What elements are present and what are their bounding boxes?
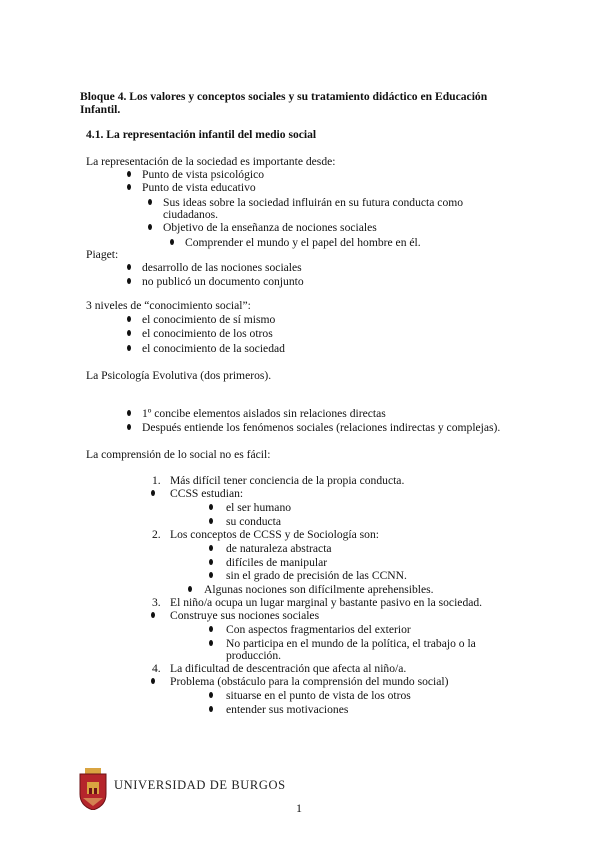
university-shield-icon [78, 768, 108, 810]
list-item-continuation: ciudadanos. [163, 208, 219, 221]
bullet-icon [188, 586, 192, 592]
doc-title-line-2: Infantil. [80, 103, 121, 116]
bullet-icon [148, 199, 152, 205]
bullet-icon [127, 278, 131, 284]
list-item: Después entiende los fenómenos sociales (relaciones indirectas y complejas). [142, 421, 501, 434]
list-item: de naturaleza abstracta [226, 542, 332, 555]
paragraph-comprension: La comprensión de lo social no es fácil: [86, 448, 271, 461]
bullet-icon [151, 612, 155, 618]
crown-icon [85, 768, 101, 774]
list-item: Los conceptos de CCSS y de Sociología son: [170, 528, 379, 541]
bullet-icon [209, 572, 213, 578]
list-item: No participa en el mundo de la política, el trabajo o la [226, 637, 476, 650]
list-item: Con aspectos fragmentarios del exterior [226, 623, 411, 636]
page-number: 1 [296, 801, 302, 815]
list-item: La dificultad de descentración que afecta al niño/a. [170, 662, 407, 675]
section-heading: 4.1. La representación infantil del medio social [86, 128, 317, 141]
piaget-label: Piaget: [86, 248, 119, 261]
list-item: difíciles de manipular [226, 556, 328, 569]
list-item: Punto de vista educativo [142, 181, 256, 194]
university-name: UNIVERSIDAD DE BURGOS [114, 778, 286, 792]
list-item: El niño/a ocupa un lugar marginal y bastante pasivo en la sociedad. [170, 596, 483, 609]
bullet-icon [209, 518, 213, 524]
list-item: Objetivo de la enseñanza de nociones sociales [163, 221, 377, 234]
bullet-icon [127, 184, 131, 190]
list-item: Construye sus nociones sociales [170, 609, 320, 622]
list-item: entender sus motivaciones [226, 703, 349, 716]
castle-icon [87, 782, 99, 794]
list-item-continuation: producción. [226, 649, 282, 662]
list-item: Sus ideas sobre la sociedad influirán en su futura conducta como [163, 196, 464, 209]
bullet-icon [209, 545, 213, 551]
bullet-icon [170, 239, 174, 245]
bullet-icon [209, 706, 213, 712]
bullet-icon [151, 678, 155, 684]
list-number: 3. [152, 596, 161, 609]
bullet-icon [209, 692, 213, 698]
bullet-icon [209, 504, 213, 510]
list-item: su conducta [226, 515, 282, 528]
niveles-label: 3 niveles de “conocimiento social”: [86, 299, 251, 312]
list-item: el conocimiento de los otros [142, 327, 273, 340]
list-item: sin el grado de precisión de las CCNN. [226, 569, 407, 582]
list-number: 4. [152, 662, 161, 675]
list-item: CCSS estudian: [170, 487, 244, 500]
bullet-icon [127, 424, 131, 430]
list-number: 2. [152, 528, 161, 541]
list-item: Algunas nociones son difícilmente aprehensibles. [204, 583, 434, 596]
bullet-icon [209, 559, 213, 565]
bullet-icon [127, 345, 131, 351]
bullet-icon [127, 264, 131, 270]
list-item: situarse en el punto de vista de los otros [226, 689, 411, 702]
list-item: no publicó un documento conjunto [142, 275, 304, 288]
bullet-icon [127, 171, 131, 177]
list-number: 1. [152, 474, 161, 487]
bullet-icon [127, 410, 131, 416]
list-item: Más difícil tener conciencia de la propia conducta. [170, 474, 405, 487]
bullet-icon [151, 490, 155, 496]
list-item: 1º concibe elementos aislados sin relaciones directas [142, 407, 386, 420]
doc-title-line-1: Bloque 4. Los valores y conceptos sociales y su tratamiento didáctico en Educación [80, 90, 488, 103]
bullet-icon [209, 640, 213, 646]
list-item: Comprender el mundo y el papel del hombre en él. [185, 236, 421, 249]
list-item: el conocimiento de la sociedad [142, 342, 285, 355]
paragraph-psicologia: La Psicología Evolutiva (dos primeros). [86, 369, 272, 382]
paragraph-representation: La representación de la sociedad es importante desde: [86, 155, 336, 168]
list-item: desarrollo de las nociones sociales [142, 261, 302, 274]
list-item: el conocimiento de sí mismo [142, 313, 276, 326]
bullet-icon [209, 626, 213, 632]
list-item: el ser humano [226, 501, 292, 514]
bullet-icon [148, 224, 152, 230]
bullet-icon [127, 330, 131, 336]
list-item: Problema (obstáculo para la comprensión del mundo social) [170, 675, 449, 688]
list-item: Punto de vista psicológico [142, 168, 265, 181]
bullet-icon [127, 316, 131, 322]
